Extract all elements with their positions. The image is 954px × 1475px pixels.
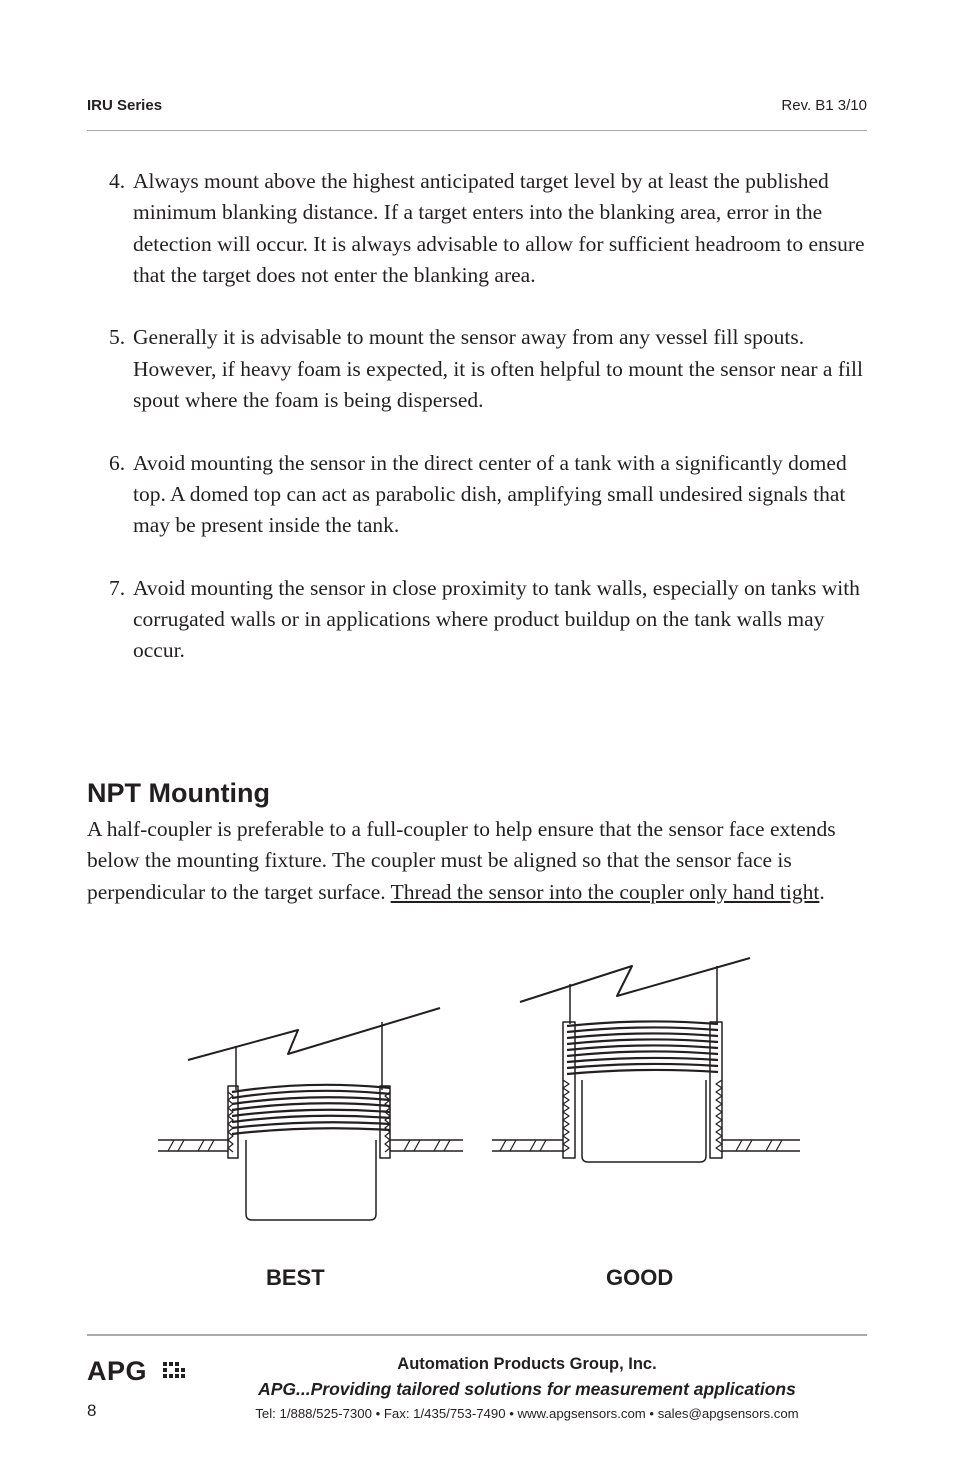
section-paragraph <box>87 814 872 908</box>
mounting-guidelines-list <box>87 166 877 698</box>
list-item-number: 5. <box>109 325 126 350</box>
section-title: NPT Mounting <box>87 778 270 808</box>
list-item-number: 6. <box>109 450 126 475</box>
list-item-text: Generally it is advisable to mount the sensor away from any vessel fill spouts. However, if heavy foam is expected, it is often helpful to mount the sensor near a fill spout where the foam is being dispersed. <box>133 325 863 413</box>
paragraph-underlined-text: Thread the sensor into the coupler only hand tight <box>390 879 820 904</box>
footer-divider <box>87 1334 867 1336</box>
header-revision: Rev. B1 3/10 <box>781 97 867 114</box>
list-item <box>87 448 877 542</box>
list-item-number: 7. <box>109 575 126 600</box>
npt-mounting-diagram <box>150 950 810 1250</box>
header-divider <box>87 130 867 131</box>
page-number: 8 <box>87 1401 97 1420</box>
best-mounting-illustration <box>158 1008 463 1220</box>
good-label: GOOD <box>606 1265 674 1290</box>
list-item-text: Always mount above the highest anticipated target level by at least the published minimum blanking distance. If a target enters into the blanking area, error in the detection will occur. It is always advisable to allow for sufficient headroom to ensure that the target does not enter the blanking area. <box>133 169 865 287</box>
header-series: IRU Series <box>87 97 163 114</box>
paragraph-end: . <box>819 879 825 904</box>
footer-contact: Tel: 1/888/525-7300 • Fax: 1/435/753-7490 • www.apgsensors.com • sales@apgsensors.com <box>255 1406 799 1421</box>
footer-company: Automation Products Group, Inc. <box>397 1355 657 1373</box>
list-item <box>87 322 877 416</box>
list-item-text: Avoid mounting the sensor in close proximity to tank walls, especially on tanks with corrugated walls or in applications where product buildup on the tank walls may occur. <box>133 575 860 663</box>
list-item <box>87 573 877 667</box>
list-item <box>87 166 877 291</box>
footer-tagline: APG...Providing tailored solutions for measurement applications <box>258 1379 796 1399</box>
paragraph-text: A half-coupler is preferable to a full-coupler to help ensure that the sensor face extends below the mounting fixture. The coupler must be aligned so that the sensor face is perpendicular to the target surface. <box>87 817 836 904</box>
good-mounting-illustration <box>492 958 800 1162</box>
apg-logo-grid-icon <box>163 1362 185 1382</box>
best-label: BEST <box>266 1265 325 1290</box>
list-item-text: Avoid mounting the sensor in the direct center of a tank with a significantly domed top. A domed top can act as parabolic dish, amplifying small undesired signals that may be present inside the tank. <box>133 450 847 538</box>
list-item-number: 4. <box>109 169 126 193</box>
apg-logo: APG <box>87 1356 192 1388</box>
